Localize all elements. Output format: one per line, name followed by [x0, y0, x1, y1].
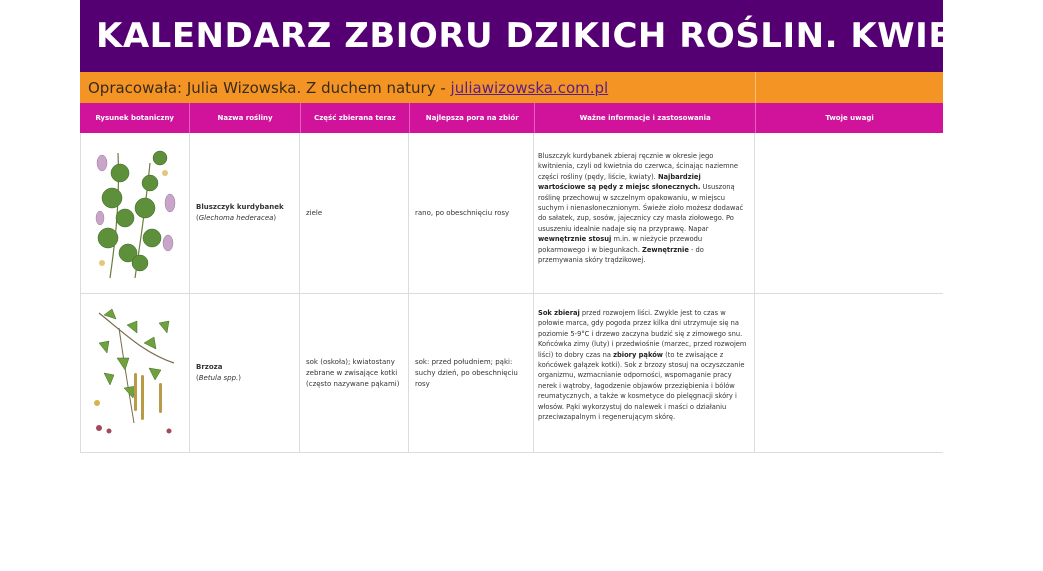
plant-info-cell: [534, 294, 755, 452]
column-header-name: Nazwa rośliny: [190, 103, 300, 133]
info-text: (to te zwisające z końcówek gałązek kotki). Sok z brzozy stosuj na oczyszczanie organizmu, wzmacnianie odporności, wspomaganie pracy nerek i wątroby, łagodzenie objawów przeziębienia i bólów reumatycznych, a także w kosmetyce do pielęgnacji skóry i włosów. Pąki wykorzystuj do nalewek i maści o działaniu przeciwzapalnym i regenerującym skórę.: [538, 350, 745, 422]
plant-name: Bluszczyk kurdybanek: [196, 203, 284, 211]
column-header-notes: Twoje uwagi: [825, 114, 874, 122]
info-text: przed rozwojem liści. Zwykle jest to czas w połowie marca, gdy pogoda przez kilka dni utrzymuje się na poziomie 5-9°C i drzewo zaczyna budzić się z zimowego snu. Końcówka zimy (luty) i przedwiośnie (marzec, przed rozwojem liści) to dobry czas na: [538, 309, 747, 359]
birch-illustration: [81, 294, 189, 452]
plant-info-cell: [534, 133, 755, 293]
info-emphasis: Sok zbieraj: [538, 309, 580, 317]
harvested-part-cell: ziele: [300, 133, 409, 293]
website-link[interactable]: juliawizowska.com.pl: [450, 78, 609, 97]
plant-name-cell: [190, 294, 300, 452]
table-header: [80, 103, 943, 133]
info-text: - do przemywania skóry trądzikowej.: [538, 245, 704, 265]
harvest-time-cell: sok: przed południem; pąki: suchy dzień, po obeschnięciu rosy: [409, 294, 534, 452]
page-title: KALENDARZ ZBIORU DZIKICH ROŚLIN. KWIECIEŃ: [80, 0, 943, 72]
info-text: m.in. w nieżycie przewodu pokarmowego i w biegunkach.: [538, 235, 703, 254]
calendar-sheet: [80, 0, 1043, 453]
column-header-part: Część zbierana teraz: [301, 103, 410, 133]
info-text: Bluszczyk kurdybanek zbieraj ręcznie w okresie jego kwitnienia, czyli od kwietnia do czerwca, ścinając naziemne części rośliny (pędy, liście, kwiaty).: [538, 152, 738, 181]
column-header-illustration: Rysunek botaniczny: [80, 103, 190, 133]
harvested-part-cell: sok (oskoła); kwiatostany zebrane w zwisające kotki (często nazywane pąkami): [300, 294, 409, 452]
plant-illustration-cell: [80, 294, 190, 452]
user-notes-cell[interactable]: [755, 294, 943, 452]
column-header-time: Najlepsza pora na zbiór: [410, 103, 535, 133]
credit-empty-cell: [755, 72, 943, 103]
harvest-time-cell: rano, po obeschnięciu rosy: [409, 133, 534, 293]
table-row: [80, 133, 943, 294]
plant-name-cell: [190, 133, 300, 293]
column-header-info: Ważne informacje i zastosowania: [535, 103, 756, 133]
info-text: Ususzoną roślinę przechowuj w szczelnym opakowaniu, w miejscu suchym i nienasłonecznionym. Świeże zioło możesz dodawać do sałatek, zup, sosów, jajecznicy czy masła ziołowego. Po ususzeniu idealnie nadaje się na przyprawę. Napar: [538, 183, 744, 233]
ground-ivy-illustration: [81, 133, 189, 293]
plant-illustration-cell: [80, 133, 190, 293]
plant-latin-name: (Glechoma hederacea): [196, 214, 277, 222]
author-credit-bar: [80, 72, 943, 103]
plant-name: Brzoza: [196, 363, 223, 371]
info-emphasis: Zewnętrznie: [642, 245, 689, 254]
author-credit: [80, 79, 755, 97]
info-emphasis: zbiory pąków: [613, 350, 663, 359]
user-notes-cell[interactable]: [755, 133, 943, 293]
info-emphasis: wewnętrznie stosuj: [538, 235, 612, 244]
info-emphasis: Najbardziej wartościowe są pędy z miejsc słonecznych.: [538, 172, 701, 192]
table-row: [80, 294, 943, 453]
plant-latin-name: (Betula spp.): [196, 374, 241, 382]
credit-text: Opracowała: Julia Wizowska. Z duchem natury -: [88, 78, 451, 97]
